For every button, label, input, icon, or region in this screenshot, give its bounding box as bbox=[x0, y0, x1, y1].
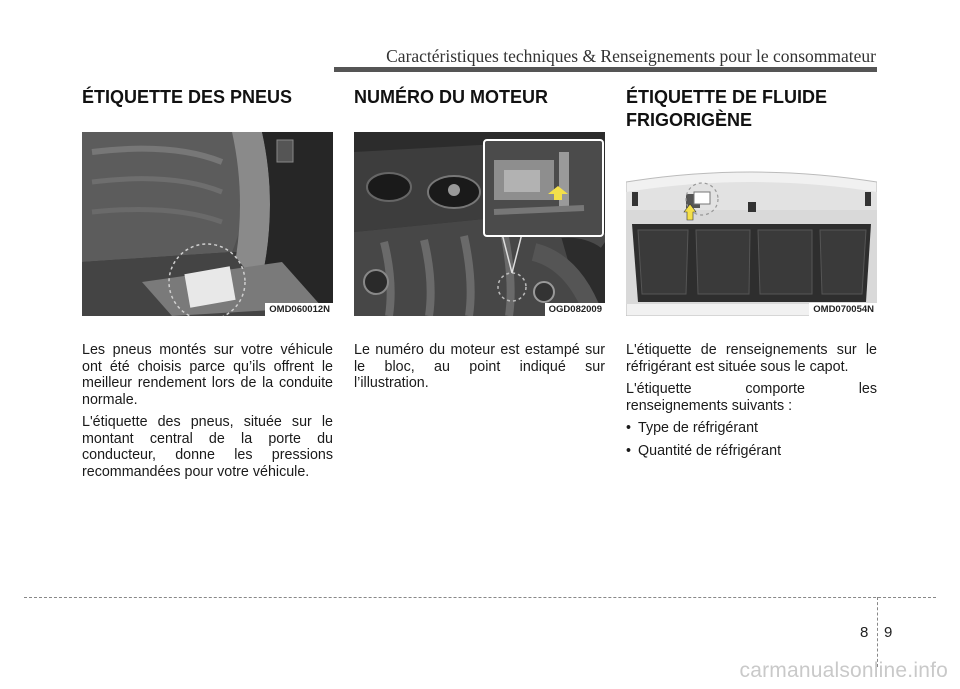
figure-code: OMD060012N bbox=[265, 303, 333, 316]
section-body bbox=[354, 342, 605, 398]
section-title: NUMÉRO DU MOTEUR bbox=[354, 87, 548, 107]
list-item bbox=[626, 420, 877, 437]
section-title bbox=[626, 86, 878, 132]
footer-vertical-rule bbox=[877, 597, 878, 667]
section-body bbox=[626, 342, 877, 465]
figure-refrigerant-label bbox=[626, 132, 877, 316]
running-header: Caractéristiques techniques & Renseignements pour le consommateur bbox=[386, 46, 876, 66]
section-title: ÉTIQUETTE DES PNEUS bbox=[82, 87, 293, 107]
door-pillar-illustration bbox=[82, 132, 333, 316]
bullet-marker: • bbox=[626, 442, 632, 459]
paragraph: Les pneus montés sur votre véhicule ont été choisis parce qu’ils offrent le meilleur rendement lors de la conduite normale. bbox=[82, 342, 333, 408]
section-title-line: FRIGORIGÈNE bbox=[626, 110, 753, 130]
figure-engine-number bbox=[354, 132, 605, 316]
figure-tire-label bbox=[82, 132, 333, 316]
paragraph: L'étiquette de renseignements sur le réfrigérant est située sous le capot. bbox=[626, 342, 877, 375]
figure-code: OMD070054N bbox=[809, 303, 877, 316]
chapter-number: 8 bbox=[860, 624, 869, 641]
page-number: 9 bbox=[884, 624, 893, 641]
section-title-line: ÉTIQUETTE DE FLUIDE bbox=[626, 87, 828, 107]
engine-bay-illustration bbox=[354, 132, 605, 316]
section-tire-label bbox=[82, 86, 334, 480]
list-item-text: Type de réfrigérant bbox=[638, 420, 759, 436]
paragraph: L'étiquette des pneus, située sur le montant central de la porte du conducteur, donne les pressions recommandées pour votre véhicule. bbox=[82, 414, 333, 480]
footer-rule bbox=[24, 597, 936, 598]
section-engine-number bbox=[354, 86, 606, 391]
figure-code: OGD082009 bbox=[545, 303, 605, 316]
section-refrigerant-label bbox=[626, 86, 878, 459]
list-item bbox=[626, 443, 877, 460]
bullet-list bbox=[626, 420, 877, 459]
list-item-text: Quantité de réfrigérant bbox=[638, 442, 782, 459]
paragraph: Le numéro du moteur est estampé sur le bloc, au point indiqué sur l’illustration. bbox=[354, 342, 605, 391]
paragraph: L'étiquette comporte les renseignements suivants : bbox=[626, 381, 877, 414]
header-rule bbox=[334, 67, 877, 72]
hood-underside-illustration bbox=[626, 132, 877, 316]
bullet-marker: • bbox=[626, 420, 632, 436]
section-body bbox=[82, 342, 333, 486]
watermark: carmanualsonline.info bbox=[739, 659, 948, 682]
